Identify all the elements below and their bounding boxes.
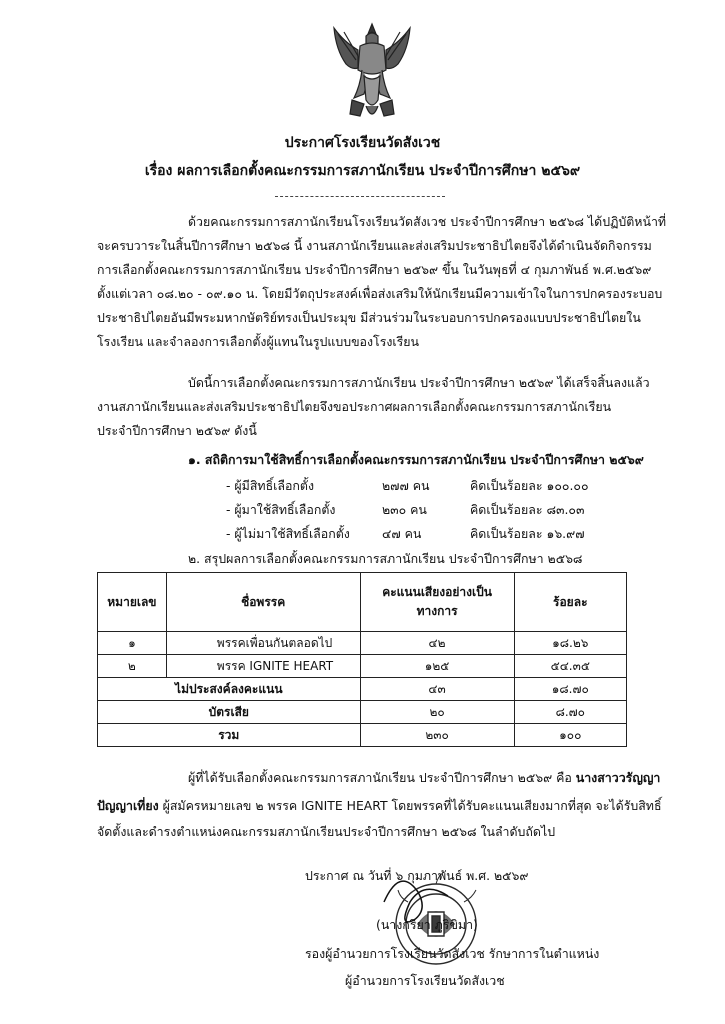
cell-percent: ๑๐๐ bbox=[514, 724, 626, 747]
para2-line-2: งานสภานักเรียนและส่งเสริมประชาธิปไตยจึงขอประกาศผลการเลือกตั้งคณะกรรมการสภานักเรียน bbox=[97, 399, 612, 414]
para1-line-4: ตั้งแต่เวลา ๐๘.๒๐ - ๐๙.๑๐ น. โดยมีวัตถุประสงค์เพื่อส่งเสริมให้นักเรียนมีความเข้าใจในการปกครองระบอบ bbox=[97, 286, 663, 301]
cell-votes: ๔๓ bbox=[360, 678, 514, 701]
para2-line-1: บัดนี้การเลือกตั้งคณะกรรมการสภานักเรียน ประจำปีการศึกษา ๒๕๖๙ ได้เสร็จสิ้นลงแล้ว bbox=[188, 375, 650, 390]
para2-line-3: ประจำปีการศึกษา ๒๕๖๙ ดังนี้ bbox=[97, 423, 257, 438]
cell-number: ๒ bbox=[98, 655, 167, 678]
column-header-party: ชื่อพรรค bbox=[166, 573, 360, 632]
stat-pct-absent: คิดเป็นร้อยละ ๑๖.๙๗ bbox=[470, 526, 585, 541]
cell-votes: ๒๐ bbox=[360, 701, 514, 724]
para1-line-2: จะครบวาระในสิ้นปีการศึกษา ๒๕๖๘ นี้ งานสภานักเรียนและส่งเสริมประชาธิปไตยจึงได้ดำเนินจัดกิจกรรม bbox=[97, 238, 652, 253]
stat-pct-voted: คิดเป็นร้อยละ ๘๓.๐๓ bbox=[470, 502, 585, 517]
table-header-row bbox=[98, 573, 627, 632]
stat-label-eligible: - ผู้มีสิทธิ์เลือกตั้ง bbox=[226, 478, 314, 493]
signatory-name: (นางกริยา ภูริขิมา) bbox=[376, 917, 478, 932]
table-row-summary bbox=[98, 678, 627, 701]
table-row bbox=[98, 632, 627, 655]
cell-percent: ๘.๗๐ bbox=[514, 701, 626, 724]
cell-percent: ๑๘.๗๐ bbox=[514, 678, 626, 701]
cell-number: ๑ bbox=[98, 632, 167, 655]
table-row bbox=[98, 655, 627, 678]
para1-line-1: ด้วยคณะกรรมการสภานักเรียนโรงเรียนวัดสังเวช ประจำปีการศึกษา ๒๕๖๘ ได้ปฏิบัติหน้าที่ bbox=[188, 214, 667, 229]
cell-summary-label: ไม่ประสงค์ลงคะแนน bbox=[98, 678, 361, 701]
garuda-emblem-icon bbox=[330, 20, 414, 124]
signatory-position-2: ผู้อำนวยการโรงเรียนวัดสังเวช bbox=[345, 973, 505, 988]
stat-count-absent: ๔๗ คน bbox=[382, 526, 422, 541]
stat-label-voted: - ผู้มาใช้สิทธิ์เลือกตั้ง bbox=[226, 502, 336, 517]
cell-percent: ๕๔.๓๕ bbox=[514, 655, 626, 678]
winner-last-name: ปัญญาเที่ยง bbox=[97, 798, 159, 813]
cell-votes: ๔๒ bbox=[360, 632, 514, 655]
announcement-title: ประกาศโรงเรียนวัดสังเวช bbox=[284, 135, 441, 151]
para1-line-3: การเลือกตั้งคณะกรรมการสภานักเรียน ประจำปีการศึกษา ๒๕๖๙ ขึ้น ในวันพุธที่ ๔ กุมภาพันธ์ พ.ศ.๒๕๖๙ bbox=[97, 262, 652, 277]
cell-party-name: พรรคเพื่อนกันตลอดไป bbox=[166, 632, 360, 655]
results-heading: ๒. สรุปผลการเลือกตั้งคณะกรรมการสภานักเรียน ประจำปีการศึกษา ๒๕๖๘ bbox=[188, 551, 583, 566]
para1-line-5: ประชาธิปไตยอันมีพระมหากษัตริย์ทรงเป็นประมุข มีส่วนร่วมในระบอบการปกครองแบบประชาธิปไตยใน bbox=[97, 310, 641, 325]
table-row-summary bbox=[98, 701, 627, 724]
column-header-votes: คะแนนเสียงอย่างเป็นทางการ bbox=[360, 573, 514, 632]
stat-label-absent: - ผู้ไม่มาใช้สิทธิ์เลือกตั้ง bbox=[226, 526, 350, 541]
conclusion-line-3: จัดตั้งและดำรงตำแหน่งคณะกรรมสภานักเรียนประจำปีการศึกษา ๒๕๖๘ ในลำดับถัดไป bbox=[97, 824, 556, 839]
cell-summary-label: บัตรเสีย bbox=[98, 701, 361, 724]
stat-pct-eligible: คิดเป็นร้อยละ ๑๐๐.๐๐ bbox=[470, 478, 589, 493]
conclusion-line-2 bbox=[97, 797, 662, 816]
cell-percent: ๑๘.๒๖ bbox=[514, 632, 626, 655]
conclusion-text: ผู้ที่ได้รับเลือกตั้งคณะกรรมการสภานักเรียน ประจำปีการศึกษา ๒๕๖๙ คือ bbox=[188, 770, 576, 785]
announcement-subject: เรื่อง ผลการเลือกตั้งคณะกรรมการสภานักเรียน ประจำปีการศึกษา ๒๕๖๙ bbox=[144, 163, 581, 179]
announce-date: ประกาศ ณ วันที่ ๖ กุมภาพันธ์ พ.ศ. ๒๕๖๙ bbox=[305, 868, 529, 883]
cell-total-label: รวม bbox=[98, 724, 361, 747]
table-row-total bbox=[98, 724, 627, 747]
results-table bbox=[97, 572, 627, 747]
cell-votes: ๑๒๕ bbox=[360, 655, 514, 678]
column-header-percent: ร้อยละ bbox=[514, 573, 626, 632]
para1-line-6: โรงเรียน และจำลองการเลือกตั้งผู้แทนในรูปแบบของโรงเรียน bbox=[97, 334, 420, 349]
winner-first-name: นางสาววรัญญา bbox=[575, 770, 661, 785]
stat-count-eligible: ๒๗๗ คน bbox=[382, 478, 430, 493]
signatory-position-1: รองผู้อำนวยการโรงเรียนวัดสังเวช รักษาการในตำแหน่ง bbox=[305, 946, 600, 961]
cell-party-name: พรรค IGNITE HEART bbox=[166, 655, 360, 678]
cell-votes: ๒๓๐ bbox=[360, 724, 514, 747]
stat-count-voted: ๒๓๐ คน bbox=[382, 502, 427, 517]
column-header-number: หมายเลข bbox=[98, 573, 167, 632]
stats-heading: ๑. สถิติการมาใช้สิทธิ์การเลือกตั้งคณะกรรมการสภานักเรียน ประจำปีการศึกษา ๒๕๖๙ bbox=[188, 452, 644, 467]
conclusion-text: ผู้สมัครหมายเลข ๒ พรรค IGNITE HEART โดยพรรคที่ได้รับคะแนนเสียงมากที่สุด จะได้รับสิทธิ์ bbox=[158, 798, 662, 813]
separator-line bbox=[275, 196, 445, 197]
conclusion-line-1 bbox=[188, 769, 660, 788]
